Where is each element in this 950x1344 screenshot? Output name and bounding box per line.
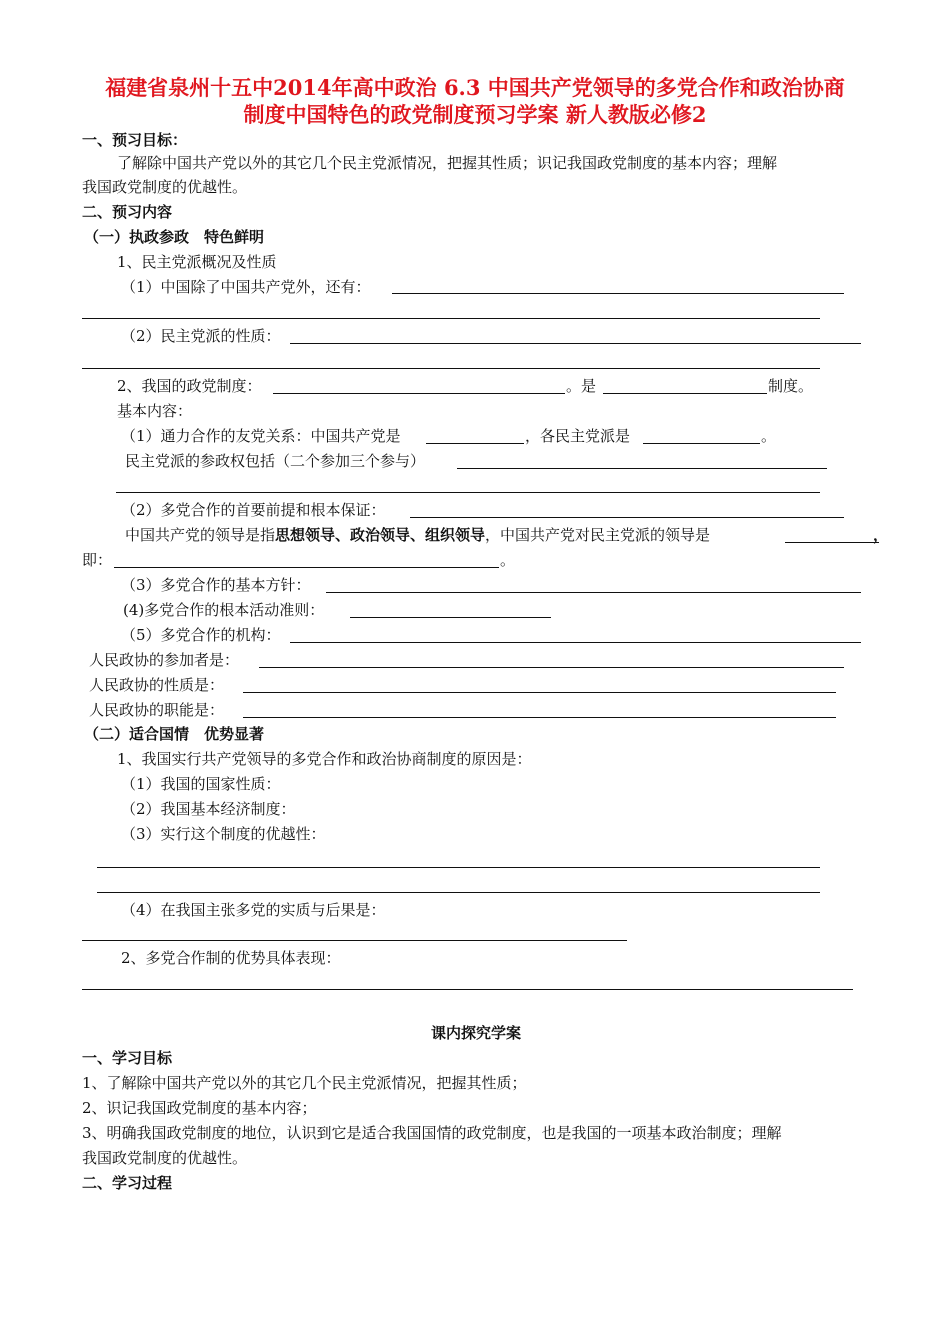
- answer-blank: [82, 318, 820, 319]
- inclass-goal-1: 1、了解除中国共产党以外的其它几个民主党派情况，把握其性质；: [82, 1074, 527, 1092]
- basic-4: (4)多党合作的根本活动准则：: [123, 601, 325, 619]
- basic-2: （2）多党合作的首要前提和根本保证：: [121, 501, 386, 519]
- basic-5: （5）多党合作的机构：: [121, 626, 281, 644]
- preview-goal-text: 了解除中国共产党以外的其它几个民主党派情况，把握其性质；识记我国政党制度的基本内容；理解: [117, 154, 778, 172]
- answer-blank: [603, 393, 767, 394]
- cppcc-functions: 人民政协的职能是：: [89, 701, 225, 719]
- reason-1-1: （1）我国的国家性质：: [121, 775, 281, 793]
- reason-1: 1、我国实行共产党领导的多党合作和政治协商制度的原因是：: [117, 750, 532, 768]
- preview-content-heading: 二、预习内容: [82, 203, 173, 221]
- basic-1-rights: 民主党派的参政权包括（二个参加三个参与）: [125, 452, 426, 470]
- reason-1-3: （3）实行这个制度的优越性：: [121, 825, 326, 843]
- answer-blank: [259, 667, 844, 668]
- leadership-types: 思想领导、政治领导、组织领导: [275, 526, 486, 544]
- answer-blank: [97, 867, 820, 868]
- reason-1-2: （2）我国基本经济制度：: [121, 800, 296, 818]
- inclass-process-heading: 二、学习过程: [82, 1174, 173, 1192]
- cppcc-nature: 人民政协的性质是：: [89, 676, 225, 694]
- inclass-title: 课内探究学案: [430, 1024, 521, 1042]
- question-1: 1、民主党派概况及性质: [117, 253, 277, 271]
- part1-heading: （一）执政参政 特色鲜明: [84, 228, 265, 246]
- basic-content-label: 基本内容：: [117, 402, 193, 420]
- part2-heading: （二）适合国情 优势显著: [84, 725, 265, 743]
- answer-blank: [290, 343, 861, 344]
- answer-blank: [243, 717, 836, 718]
- inclass-goal-heading: 一、学习目标: [82, 1049, 173, 1067]
- question-1-1: （1）中国除了中国共产党外，还有：: [121, 278, 371, 296]
- answer-blank: [290, 642, 861, 643]
- reason-1-4: （4）在我国主张多党的实质与后果是：: [121, 901, 386, 919]
- answer-blank: [82, 368, 820, 369]
- answer-blank: [116, 492, 820, 493]
- answer-blank: [326, 592, 861, 593]
- basic-1: （1）通力合作的友党关系：中国共产党是: [121, 427, 401, 445]
- answer-blank: [243, 692, 836, 693]
- basic-1-mid: ，各民主党派是: [525, 427, 631, 445]
- answer-blank: [114, 567, 499, 568]
- inclass-goal-3-cont: 我国政党制度的优越性。: [82, 1149, 248, 1167]
- cppcc-participants: 人民政协的参加者是：: [89, 651, 240, 669]
- question-2-mid: 。是: [566, 377, 597, 395]
- basic-3: （3）多党合作的基本方针：: [121, 576, 311, 594]
- document-title-line2: 制度中国特色的政党制度预习学案 新人教版必修2: [243, 102, 707, 127]
- inclass-goal-3: 3、明确我国政党制度的地位，认识到它是适合我国国情的政党制度，也是我国的一项基本政治制度；理解: [82, 1124, 782, 1142]
- answer-blank: [97, 892, 820, 893]
- question-2: 2、我国的政党制度：: [117, 377, 262, 395]
- document-title-line1: 福建省泉州十五中2014年高中政治 6.3 中国共产党领导的多党合作和政治协商: [105, 75, 845, 100]
- preview-goal-text-cont: 我国政党制度的优越性。: [82, 178, 248, 196]
- question-2-end: 制度。: [768, 377, 814, 395]
- reason-2: 2、多党合作制的优势具体表现：: [121, 949, 341, 967]
- answer-blank: [785, 542, 879, 543]
- answer-blank: [82, 940, 627, 941]
- answer-blank: [350, 617, 551, 618]
- answer-blank: [392, 293, 844, 294]
- basic-1-end: 。: [761, 427, 777, 445]
- answer-blank: [82, 989, 853, 990]
- answer-blank: [273, 393, 565, 394]
- inclass-goal-2: 2、识记我国政党制度的基本内容；: [82, 1099, 317, 1117]
- party-leadership-namely: 即：: [82, 551, 113, 569]
- answer-blank: [457, 468, 827, 469]
- answer-blank: [426, 443, 524, 444]
- party-leadership: 中国共产党的领导是指思想领导、政治领导、组织领导，中国共产党对民主党派的领导是: [125, 526, 711, 544]
- question-1-2: （2）民主党派的性质：: [121, 327, 281, 345]
- preview-goal-heading: 一、预习目标：: [82, 131, 188, 149]
- answer-blank: [643, 443, 760, 444]
- party-leadership-comma: ，: [873, 526, 889, 544]
- party-leadership-end: 。: [500, 551, 516, 569]
- answer-blank: [410, 517, 844, 518]
